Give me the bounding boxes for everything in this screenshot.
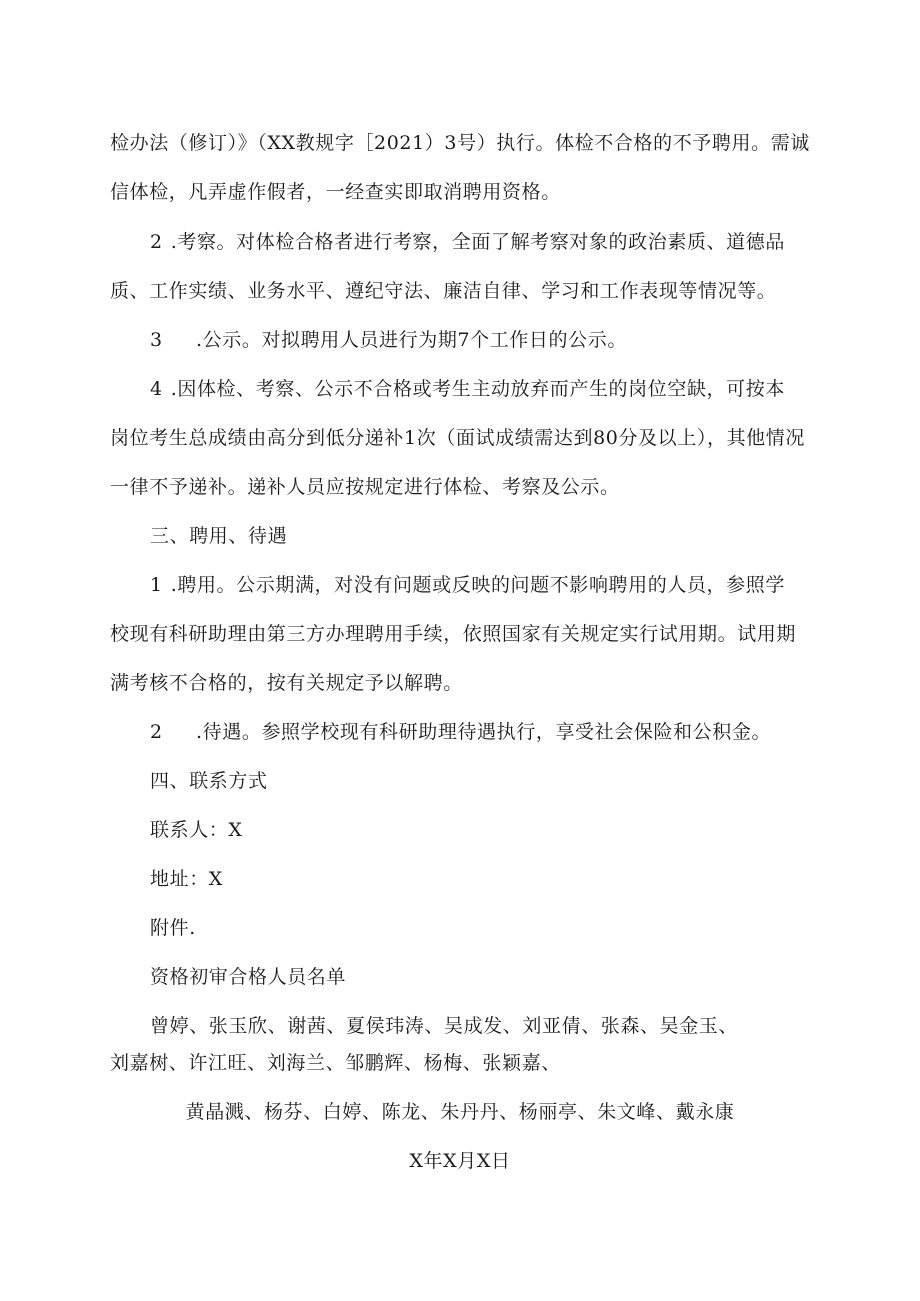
list-title: 资格初审合格人员名单 — [150, 966, 347, 988]
paragraph-5-number: 1 — [150, 574, 163, 596]
section-heading-3: 三、聘用、待遇 — [150, 525, 288, 547]
paragraph-1-line-1: 检办法（修订）》（XX教规字［2021）3号）执行。体检不合格的不予聘用。需诚 — [110, 132, 810, 154]
date: X年X月X日 — [409, 1150, 511, 1172]
paragraph-4-number: 4 — [150, 378, 163, 400]
names-line-2: 刘嘉树、许江旺、刘海兰、邹鹏辉、杨梅、张颖嘉、 — [110, 1052, 561, 1074]
names-line-3: 黄晶溅、杨芬、白婷、陈龙、朱丹丹、杨丽亭、朱文峰、戴永康 — [185, 1101, 735, 1123]
paragraph-5-line-2: 校现有科研助理由第三方办理聘用手续，依照国家有关规定实行试用期。试用期 — [110, 623, 797, 645]
paragraph-5-line-1 — [150, 573, 785, 597]
paragraph-6-line-1 — [150, 720, 771, 744]
paragraph-2-number: 2 — [150, 231, 163, 253]
paragraph-6-text: .待遇。参照学校现有科研助理待遇执行，享受社会保险和公积金。 — [196, 721, 772, 743]
paragraph-5-text: .聘用。公示期满，对没有问题或反映的问题不影响聘用的人员，参照学 — [170, 574, 785, 596]
paragraph-2-line-2: 质、工作实绩、业务水平、遵纪守法、廉洁自律、学习和工作表现等情况等。 — [110, 280, 777, 302]
paragraph-6-number: 2 — [150, 721, 163, 743]
contact-person: 联系人：X — [150, 819, 243, 841]
paragraph-3-text: .公示。对拟聘用人员进行为期7个工作日的公示。 — [196, 329, 627, 351]
paragraph-2-line-1 — [150, 230, 785, 254]
paragraph-1-line-2: 信体检，凡弄虚作假者，一经查实即取消聘用资格。 — [110, 181, 561, 203]
attachment-label: 附件. — [150, 917, 196, 939]
paragraph-4-text: .因体检、考察、公示不合格或考生主动放弃而产生的岗位空缺，可按本 — [170, 378, 785, 400]
paragraph-4-line-3: 一律不予递补。递补人员应按规定进行体检、考察及公示。 — [110, 476, 620, 498]
paragraph-2-text: .考察。对体检合格者进行考察，全面了解考察对象的政治素质、道德品 — [170, 231, 785, 253]
paragraph-4-line-2: 岗位考生总成绩由高分到低分递补1次（面试成绩需达到80分及以上），其他情况 — [110, 427, 805, 449]
paragraph-3-number: 3 — [150, 329, 163, 351]
section-heading-4: 四、联系方式 — [150, 770, 268, 792]
address: 地址：X — [150, 868, 223, 890]
paragraph-5-line-3: 满考核不合格的，按有关规定予以解聘。 — [110, 672, 463, 694]
paragraph-4-line-1 — [150, 377, 785, 401]
paragraph-3-line-1 — [150, 328, 627, 352]
names-line-1: 曾婷、张玉欣、谢茜、夏侯玮涛、吴成发、刘亚倩、张森、吴金玉、 — [150, 1015, 739, 1037]
